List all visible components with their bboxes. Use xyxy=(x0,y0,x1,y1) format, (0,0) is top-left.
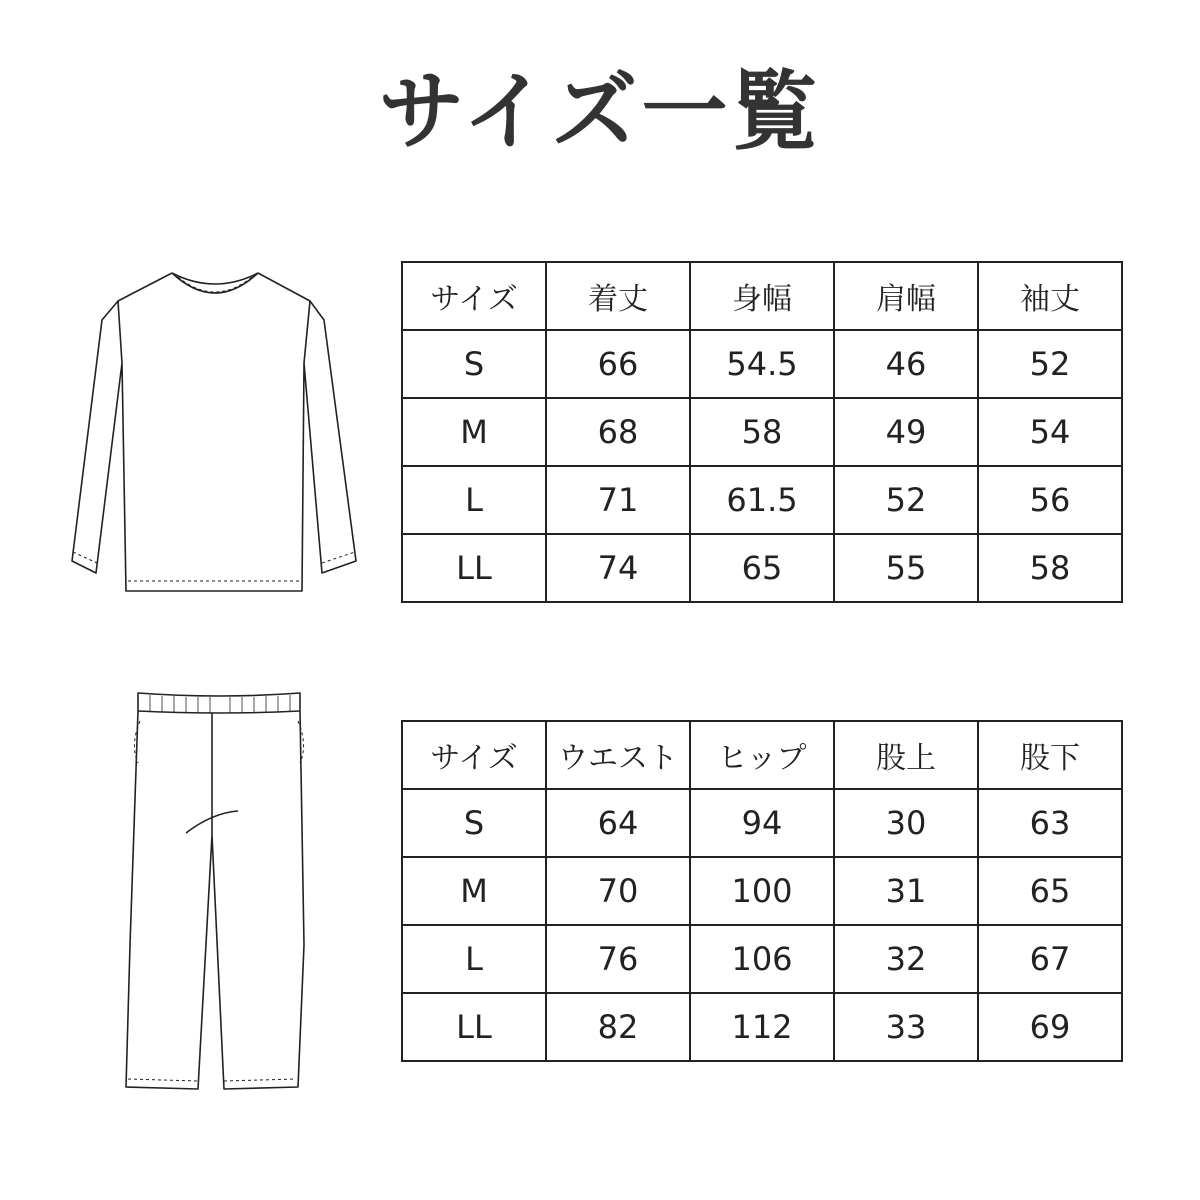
value-cell: 100 xyxy=(690,857,834,925)
value-cell: 52 xyxy=(978,330,1122,398)
value-cell: 54 xyxy=(978,398,1122,466)
table-row xyxy=(402,398,1122,466)
table-row xyxy=(402,925,1122,993)
value-cell: 31 xyxy=(834,857,978,925)
value-cell: 70 xyxy=(546,857,690,925)
size-cell: L xyxy=(402,466,546,534)
header-cell-size: サイズ xyxy=(402,262,546,330)
table-header-row xyxy=(402,262,1122,330)
value-cell: 66 xyxy=(546,330,690,398)
size-cell: S xyxy=(402,330,546,398)
value-cell: 61.5 xyxy=(690,466,834,534)
value-cell: 54.5 xyxy=(690,330,834,398)
size-cell: LL xyxy=(402,534,546,602)
value-cell: 65 xyxy=(690,534,834,602)
header-cell-inseam: 股下 xyxy=(978,721,1122,789)
table-row xyxy=(402,466,1122,534)
table-header-row xyxy=(402,721,1122,789)
table-row xyxy=(402,789,1122,857)
header-cell-body-width: 身幅 xyxy=(690,262,834,330)
page-title: サイズ一覧 xyxy=(378,62,822,162)
value-cell: 56 xyxy=(978,466,1122,534)
value-cell: 106 xyxy=(690,925,834,993)
value-cell: 52 xyxy=(834,466,978,534)
value-cell: 65 xyxy=(978,857,1122,925)
value-cell: 74 xyxy=(546,534,690,602)
value-cell: 30 xyxy=(834,789,978,857)
header-cell-sleeve-length: 袖丈 xyxy=(978,262,1122,330)
value-cell: 68 xyxy=(546,398,690,466)
pants-icon xyxy=(100,685,340,1105)
size-cell: LL xyxy=(402,993,546,1061)
value-cell: 71 xyxy=(546,466,690,534)
value-cell: 55 xyxy=(834,534,978,602)
value-cell: 32 xyxy=(834,925,978,993)
size-cell: M xyxy=(402,857,546,925)
value-cell: 58 xyxy=(978,534,1122,602)
value-cell: 94 xyxy=(690,789,834,857)
header-cell-size: サイズ xyxy=(402,721,546,789)
value-cell: 63 xyxy=(978,789,1122,857)
shirt-size-table xyxy=(401,261,1123,603)
header-cell-hip: ヒップ xyxy=(690,721,834,789)
size-cell: S xyxy=(402,789,546,857)
table-row xyxy=(402,330,1122,398)
value-cell: 69 xyxy=(978,993,1122,1061)
table-row xyxy=(402,857,1122,925)
value-cell: 64 xyxy=(546,789,690,857)
header-cell-length: 着丈 xyxy=(546,262,690,330)
header-cell-rise: 股上 xyxy=(834,721,978,789)
pants-size-table xyxy=(401,720,1123,1062)
table-row xyxy=(402,534,1122,602)
value-cell: 67 xyxy=(978,925,1122,993)
value-cell: 58 xyxy=(690,398,834,466)
value-cell: 33 xyxy=(834,993,978,1061)
long-sleeve-shirt-icon xyxy=(60,255,370,615)
value-cell: 49 xyxy=(834,398,978,466)
size-cell: M xyxy=(402,398,546,466)
value-cell: 82 xyxy=(546,993,690,1061)
table-row xyxy=(402,993,1122,1061)
size-cell: L xyxy=(402,925,546,993)
header-cell-waist: ウエスト xyxy=(546,721,690,789)
value-cell: 76 xyxy=(546,925,690,993)
header-cell-shoulder-width: 肩幅 xyxy=(834,262,978,330)
value-cell: 112 xyxy=(690,993,834,1061)
value-cell: 46 xyxy=(834,330,978,398)
